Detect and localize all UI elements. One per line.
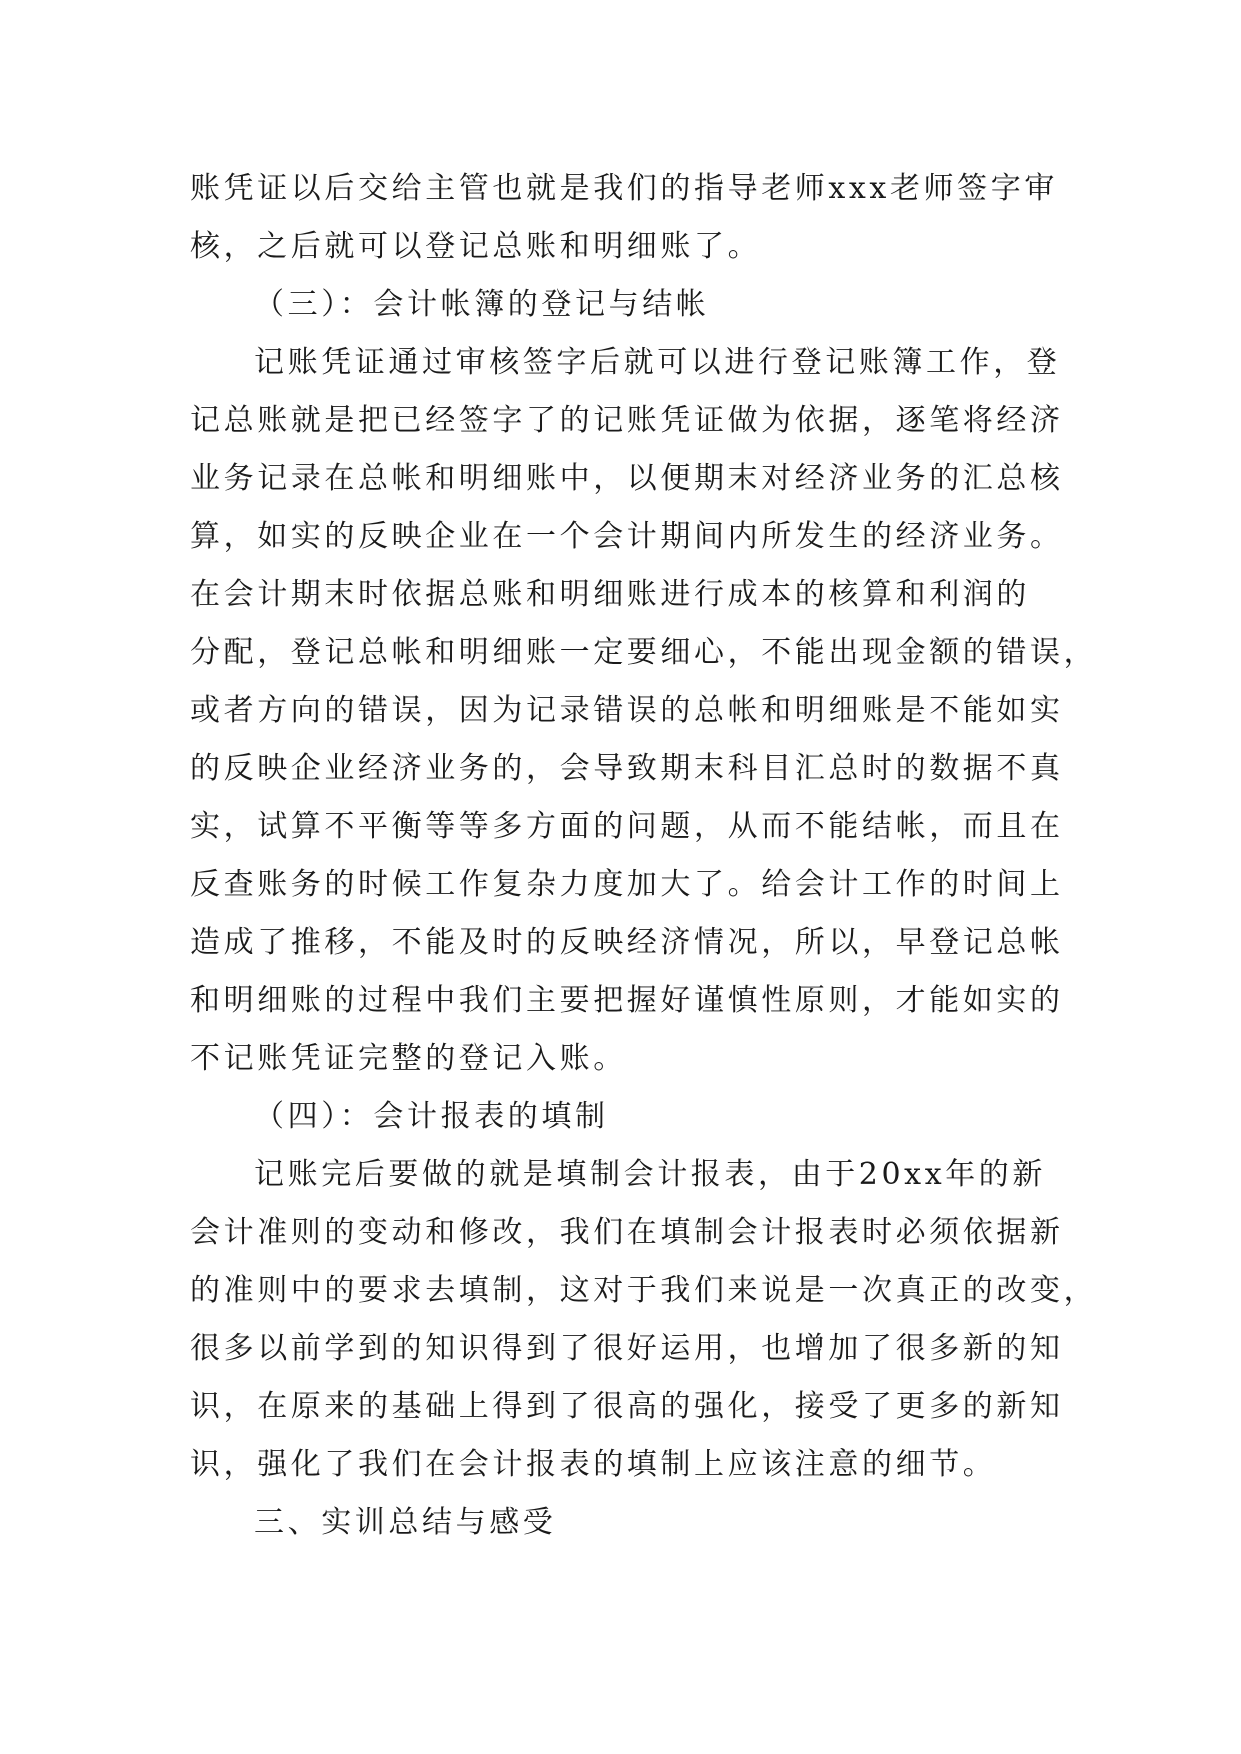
section-heading-4: （四）：会计报表的填制 — [254, 1099, 609, 1134]
paragraph-start-line: 记账凭证通过审核签字后就可以进行登记账簿工作，登 — [254, 345, 1061, 380]
body-line: 识，在原来的基础上得到了很高的强化，接受了更多的新知 — [190, 1389, 1064, 1424]
body-line: 账凭证以后交给主管也就是我们的指导老师xxx老师签字审 — [190, 171, 1058, 206]
body-line: 实，试算不平衡等等多方面的问题，从而不能结帐，而且在 — [190, 809, 1064, 844]
body-line: 和明细账的过程中我们主要把握好谨慎性原则，才能如实的 — [190, 983, 1064, 1018]
body-line: 业务记录在总帐和明细账中，以便期末对经济业务的汇总核 — [190, 461, 1064, 496]
body-line: 反查账务的时候工作复杂力度加大了。给会计工作的时间上 — [190, 867, 1064, 902]
body-line: 造成了推移，不能及时的反映经济情况，所以，早登记总帐 — [190, 925, 1064, 960]
body-line: 不记账凭证完整的登记入账。 — [190, 1041, 627, 1076]
body-line: 的反映企业经济业务的，会导致期末科目汇总时的数据不真 — [190, 751, 1064, 786]
body-line: 核，之后就可以登记总账和明细账了。 — [190, 229, 762, 264]
body-line: 在会计期末时依据总账和明细账进行成本的核算和利润的 — [190, 577, 1030, 612]
body-line: 记总账就是把已经签字了的记账凭证做为依据，逐笔将经济 — [190, 403, 1064, 438]
body-line: 或者方向的错误，因为记录错误的总帐和明细账是不能如实 — [190, 693, 1064, 728]
body-line: 的准则中的要求去填制，这对于我们来说是一次真正的改变， — [190, 1273, 1098, 1308]
body-line: 识，强化了我们在会计报表的填制上应该注意的细节。 — [190, 1447, 997, 1482]
chapter-heading: 三、实训总结与感受 — [254, 1505, 557, 1540]
document-body — [190, 160, 1098, 1552]
body-line: 很多以前学到的知识得到了很好运用，也增加了很多新的知 — [190, 1331, 1064, 1366]
body-line: 分配，登记总帐和明细账一定要细心，不能出现金额的错误， — [190, 635, 1098, 670]
body-line: 会计准则的变动和修改，我们在填制会计报表时必须依据新 — [190, 1215, 1064, 1250]
paragraph-start-line: 记账完后要做的就是填制会计报表，由于20xx年的新 — [254, 1157, 1047, 1192]
section-heading-3: （三）：会计帐簿的登记与结帐 — [254, 287, 710, 322]
body-line: 算，如实的反映企业在一个会计期间内所发生的经济业务。 — [190, 519, 1064, 554]
